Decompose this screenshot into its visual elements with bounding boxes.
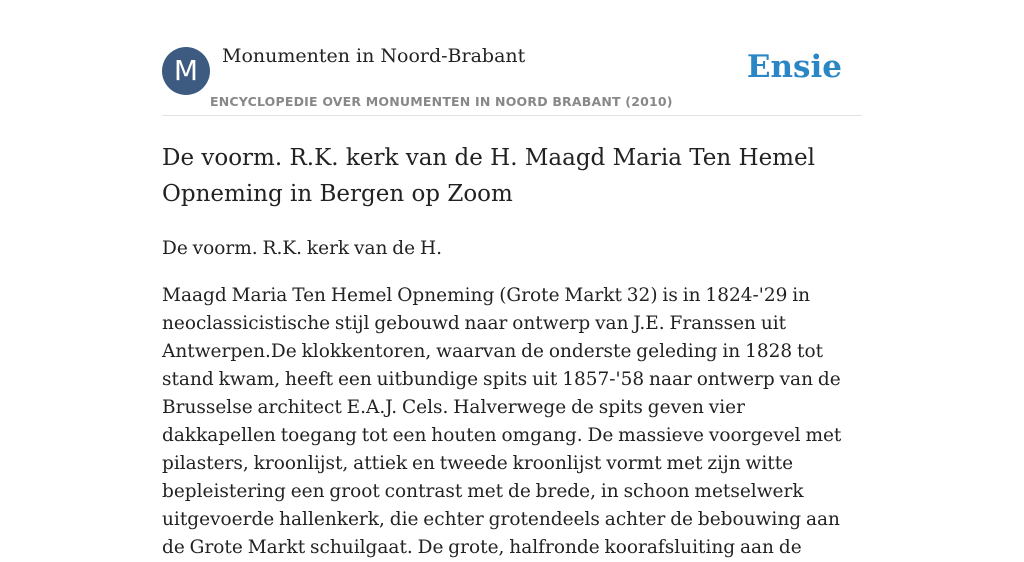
article-paragraph: Maagd Maria Ten Hemel Opneming (Grote Markt 32) is in 1824-'29 in neoclassicistische stijl gebouwd naar ontwerp van J.E. Franssen uit Antwerpen.De klokkentoren, waarvan de onderste geleding in 1828 tot stand kwam, heeft een uitbundige spits uit 1857-'58 naar ontwerp van de Brusselse architect E.A.J. Cels. Halverwege de spits geven vier dakkapellen toegang tot een houten omgang. De massieve voorgevel met pilasters, kroonlijst, attiek en tweede kroonlijst vormt met zijn witte bepleistering een groot contrast met de brede, in schoon metselwerk uitgevoerde hallenkerk, die echter grotendeels achter de bebouwing aan de Grote Markt schuilgaat. De grote, halfronde koorafsluiting aan de — [162, 285, 842, 558]
article-paragraph: De voorm. R.K. kerk van de H. — [162, 238, 442, 259]
avatar[interactable]: M — [162, 47, 210, 95]
source-title[interactable]: Monumenten in Noord-Brabant — [222, 45, 526, 67]
source-header — [162, 0, 862, 116]
page-title: De voorm. R.K. kerk van de H. Maagd Maria Ten Hemel Opneming in Bergen op Zoom — [162, 145, 815, 207]
source-subtitle: ENCYCLOPEDIE OVER MONUMENTEN IN NOORD BRABANT (2010) — [210, 94, 673, 109]
article-page — [162, 0, 862, 558]
ensie-logo[interactable]: Ensie — [746, 49, 842, 85]
